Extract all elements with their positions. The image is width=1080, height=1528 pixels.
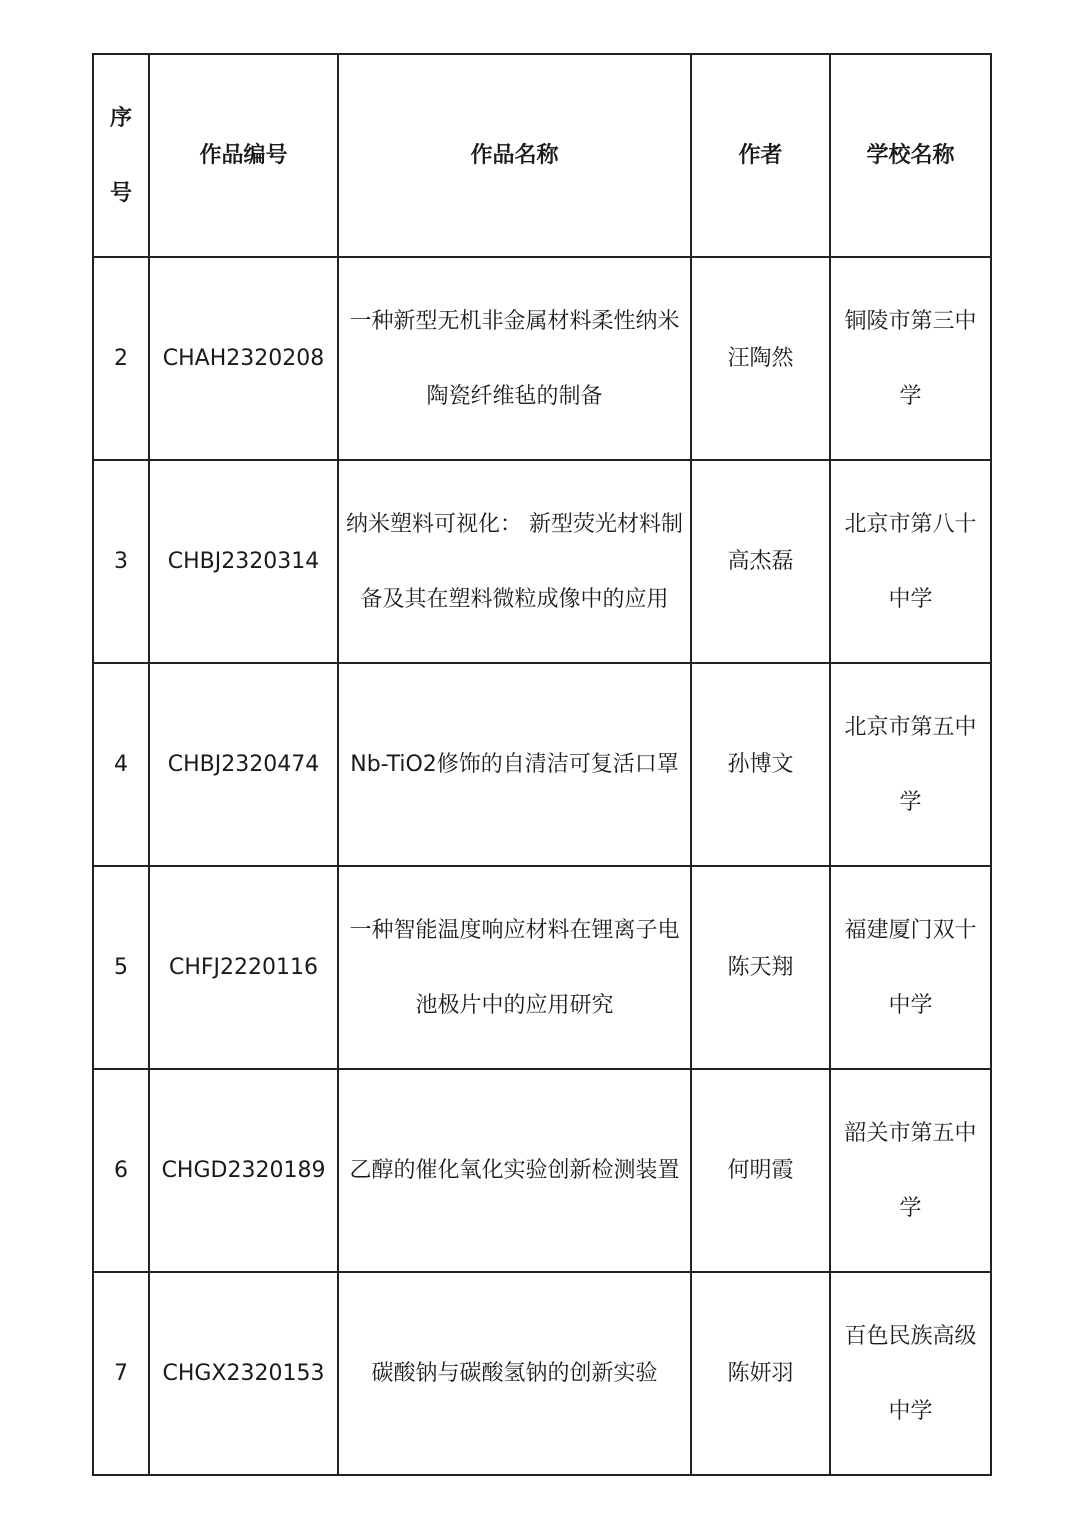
- row-school: [830, 866, 991, 1069]
- table-header-row: [93, 54, 991, 257]
- row-school-line: 北京市第八十: [844, 511, 977, 537]
- row-author: 孙博文: [691, 663, 830, 866]
- table-row: [93, 866, 991, 1069]
- row-title: [338, 1272, 691, 1475]
- row-school-line: 韶关市第五中: [844, 1120, 977, 1146]
- row-school-line: 中学: [888, 992, 933, 1018]
- header-index-line-1: 序: [109, 105, 132, 131]
- row-school: [830, 1272, 991, 1475]
- header-school: 学校名称: [830, 54, 991, 257]
- row-school-line: 学: [899, 1195, 922, 1221]
- row-code: CHGD2320189: [149, 1069, 338, 1272]
- row-school-line: 中学: [888, 586, 933, 612]
- row-school: [830, 257, 991, 460]
- row-title-line: 池极片中的应用研究: [415, 992, 614, 1018]
- header-code: 作品编号: [149, 54, 338, 257]
- row-index: 2: [93, 257, 149, 460]
- row-school: [830, 1069, 991, 1272]
- row-title-line: 一种智能温度响应材料在锂离子电: [349, 917, 680, 943]
- row-school-line: 百色民族高级: [844, 1323, 977, 1349]
- row-title: [338, 257, 691, 460]
- row-author: 何明霞: [691, 1069, 830, 1272]
- row-title-line: Nb-TiO2修饰的自清洁可复活口罩: [350, 752, 679, 777]
- row-author: 陈天翔: [691, 866, 830, 1069]
- award-table: [92, 53, 992, 1476]
- table-row: [93, 1272, 991, 1475]
- row-school-line: 福建厦门双十: [844, 917, 977, 943]
- row-title-line: 乙醇的催化氧化实验创新检测装置: [349, 1158, 680, 1183]
- row-index: 6: [93, 1069, 149, 1272]
- row-index: 7: [93, 1272, 149, 1475]
- row-school-line: 学: [899, 383, 922, 409]
- row-code: CHAH2320208: [149, 257, 338, 460]
- row-school-line: 中学: [888, 1398, 933, 1424]
- header-author: 作者: [691, 54, 830, 257]
- row-code: CHBJ2320314: [149, 460, 338, 663]
- table-body: [93, 257, 991, 1475]
- table-row: [93, 1069, 991, 1272]
- row-index: 5: [93, 866, 149, 1069]
- row-title-line: 陶瓷纤维毡的制备: [426, 383, 603, 409]
- row-author: 汪陶然: [691, 257, 830, 460]
- row-school-line: 北京市第五中: [844, 714, 977, 740]
- row-school: [830, 663, 991, 866]
- row-school-line: 铜陵市第三中: [844, 308, 977, 334]
- row-title-line: 纳米塑料可视化： 新型荧光材料制: [346, 511, 683, 537]
- row-index: 4: [93, 663, 149, 866]
- row-title-line: 备及其在塑料微粒成像中的应用: [360, 586, 669, 612]
- table-row: [93, 460, 991, 663]
- row-title-line: 碳酸钠与碳酸氢钠的创新实验: [371, 1361, 658, 1386]
- header-index: [93, 54, 149, 257]
- row-title: [338, 866, 691, 1069]
- row-title: [338, 1069, 691, 1272]
- row-code: CHGX2320153: [149, 1272, 338, 1475]
- table-row: [93, 257, 991, 460]
- row-title: [338, 460, 691, 663]
- row-title: [338, 663, 691, 866]
- row-code: CHFJ2220116: [149, 866, 338, 1069]
- row-title-line: 一种新型无机非金属材料柔性纳米: [349, 308, 680, 334]
- header-title: 作品名称: [338, 54, 691, 257]
- table-row: [93, 663, 991, 866]
- row-school-line: 学: [899, 789, 922, 815]
- row-author: 陈妍羽: [691, 1272, 830, 1475]
- row-school: [830, 460, 991, 663]
- row-index: 3: [93, 460, 149, 663]
- header-index-line-2: 号: [109, 180, 132, 206]
- row-code: CHBJ2320474: [149, 663, 338, 866]
- row-author: 高杰磊: [691, 460, 830, 663]
